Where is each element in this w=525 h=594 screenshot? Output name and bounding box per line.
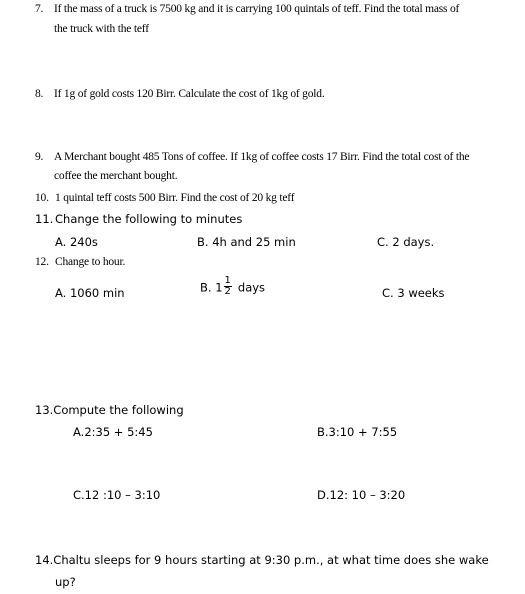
- q14-text-line1: 14.Chaltu sleeps for 9 hours starting at 9:30 p.m., at what time does she wake: [35, 553, 489, 567]
- q9-number: 9.: [35, 151, 44, 163]
- q8-number: 8.: [35, 88, 44, 100]
- q9-text-line1: A Merchant bought 485 Tons of coffee. If 1kg of coffee costs 17 Birr. Find the total cost of the: [54, 151, 470, 163]
- q12-fraction: [224, 276, 232, 297]
- q9-text-line2: coffee the merchant bought.: [54, 170, 178, 182]
- q12-option-b-prefix: B. 1: [200, 280, 223, 295]
- q13-option-d: D.12: 10 – 3:20: [317, 488, 406, 502]
- q10-text: 1 quintal teff costs 500 Birr. Find the cost of 20 kg teff: [55, 192, 295, 204]
- q12-option-b: [200, 277, 265, 298]
- q12-fraction-denominator: 2: [224, 286, 231, 297]
- q12-fraction-numerator: 1: [224, 275, 231, 286]
- q11-number: 11.: [35, 212, 54, 226]
- q13-heading: 13.Compute the following: [35, 403, 184, 417]
- q13-option-c: C.12 :10 – 3:10: [73, 488, 161, 502]
- q11-option-a: A. 240s: [55, 235, 98, 249]
- q11-option-c: C. 2 days.: [377, 235, 435, 249]
- q7-text-line2: the truck with the teff: [54, 23, 149, 35]
- q12-option-c: C. 3 weeks: [382, 286, 445, 300]
- q14-text-line2: up?: [55, 575, 76, 589]
- q13-option-b: B.3:10 + 7:55: [317, 425, 398, 439]
- q7-number: 7.: [35, 3, 44, 15]
- q13-option-a: A.2:35 + 5:45: [73, 425, 153, 439]
- q12-number: 12.: [35, 256, 49, 268]
- q12-text: Change to hour.: [55, 256, 126, 268]
- q10-number: 10.: [35, 192, 49, 204]
- q12-option-b-suffix: days: [237, 280, 266, 295]
- q11-option-b: B. 4h and 25 min: [197, 235, 296, 249]
- q11-text: Change the following to minutes: [55, 212, 243, 226]
- q12-option-a: A. 1060 min: [55, 286, 125, 300]
- q7-text-line1: If the mass of a truck is 7500 kg and it is carrying 100 quintals of teff. Find the total mass of: [54, 3, 460, 15]
- q8-text: If 1g of gold costs 120 Birr. Calculate the cost of 1kg of gold.: [54, 88, 325, 100]
